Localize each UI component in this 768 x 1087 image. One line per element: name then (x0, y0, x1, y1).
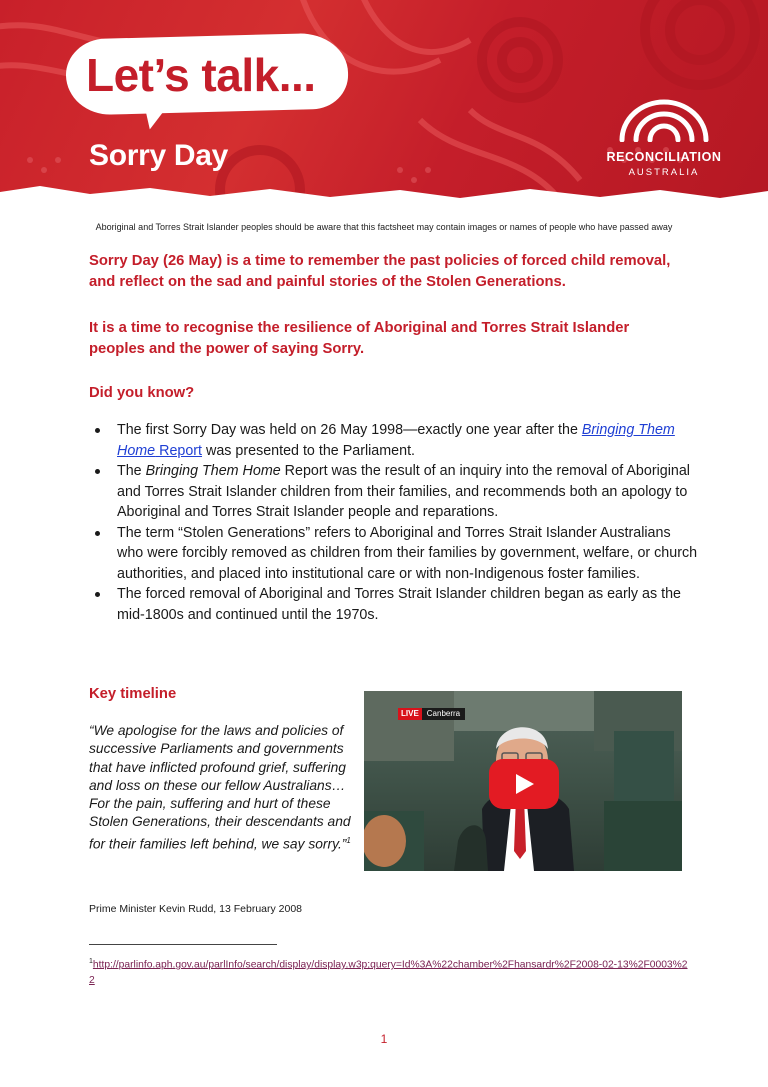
list-item: The first Sorry Day was held on 26 May 1998—exactly one year after the Bringing Them Home Report was presented to the Parliament. (89, 420, 699, 461)
rainbow-arcs-icon (616, 98, 712, 142)
quote-attribution: Prime Minister Kevin Rudd, 13 February 2008 (89, 903, 303, 915)
cultural-notice: Aboriginal and Torres Strait Islander peoples should be aware that this factsheet may contain images or names of people who have passed away (95, 222, 673, 232)
bringing-them-home-link[interactable]: Bringing Them Home Report (117, 422, 675, 459)
list-item: The Bringing Them Home Report was the result of an inquiry into the removal of Aboriginal and Torres Strait Islander children from their families, and recommends both an apology to Aboriginal and Torres Strait Islander people and reparations. (89, 461, 699, 523)
logo-name: RECONCILIATION (606, 150, 722, 164)
header-banner (0, 0, 768, 206)
parlinfo-link[interactable]: http://parlinfo.aph.gov.au/parlInfo/search/display/display.w3p;query=Id%3A%22chamber%2Fhansardr%2F2008-02-13%2F0003%22 (89, 959, 688, 986)
live-location: Canberra (422, 708, 465, 720)
list-item: The forced removal of Aboriginal and Torres Strait Islander children began as early as the mid-1800s and continued until the 1970s. (89, 584, 699, 625)
lead-paragraph-1: Sorry Day (26 May) is a time to remember the past policies of forced child removal, and reflect on the sad and painful stories of the Stolen Generations. (89, 253, 671, 290)
footnote (89, 954, 689, 988)
footnote-ref[interactable]: 1 (346, 835, 351, 845)
page-number: 1 (380, 1032, 388, 1046)
lead-paragraph-2: It is a time to recognise the resilience of Aboriginal and Torres Strait Islander peoples and the power of saying Sorry. (89, 320, 630, 357)
logo-subtitle: AUSTRALIA (628, 167, 700, 178)
footnote-number: 1 (89, 958, 93, 965)
lets-talk-heading: Let’s talk... (86, 49, 316, 101)
did-you-know-heading: Did you know? (89, 385, 195, 401)
apology-quote: “We apologise for the laws and policies of successive Parliaments and governments that have inflicted profound grief, suffering and loss on these our fellow Australians…For the pain, suffering and hurt of these Stolen Generations, their descendants and for their families left behind, we say sorry.”$^1$ (89, 723, 351, 852)
live-label: LIVE (398, 708, 422, 720)
key-timeline-heading: Key timeline (89, 686, 177, 702)
list-item: The term “Stolen Generations” refers to Aboriginal and Torres Strait Islander Australians who were forcibly removed as children from their families by government, welfare, or church authorities, and placed into institutional care or with non-Indigenous foster families. (89, 523, 699, 585)
live-badge (398, 708, 465, 720)
footnote-divider (89, 944, 277, 945)
facts-list (89, 420, 699, 625)
page-title: Sorry Day (89, 139, 229, 172)
reconciliation-australia-logo (594, 98, 734, 184)
play-icon[interactable] (489, 759, 559, 809)
